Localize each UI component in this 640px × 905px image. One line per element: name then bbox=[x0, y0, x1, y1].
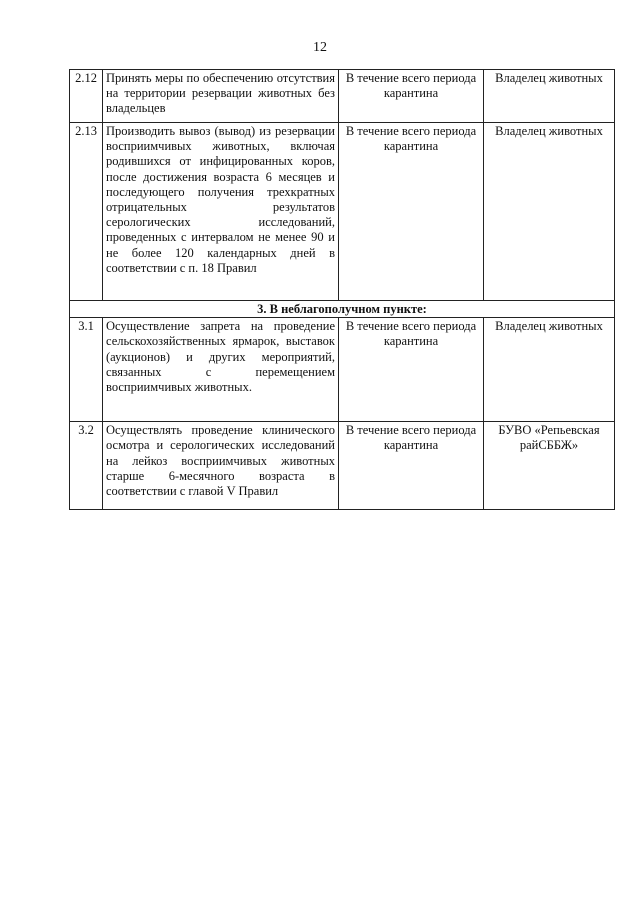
term-text: В течение всего периода карантина bbox=[339, 318, 484, 422]
measure-text: Производить вывоз (вывод) из резервации восприимчивых животных, включая родившихся от инфицированных коров, после достижения возраста 6 месяцев и последующего получения трехкратных отрицательных результатов серологических исследований, проведенных с интервалом не менее 90 и не более 120 календарных дней в соответствии с п. 18 Правил bbox=[103, 123, 339, 301]
table-row bbox=[70, 70, 615, 123]
responsible-text: Владелец животных bbox=[484, 123, 615, 301]
term-text: В течение всего периода карантина bbox=[339, 422, 484, 510]
measure-text: Принять меры по обеспечению отсутствия на территории резервации животных без владельцев bbox=[103, 70, 339, 123]
page-number: 12 bbox=[313, 40, 327, 55]
responsible-text: БУВО «Репьевская райСББЖ» bbox=[484, 422, 615, 510]
section-title: 3. В неблагополучном пункте: bbox=[70, 301, 615, 318]
term-text: В течение всего периода карантина bbox=[339, 123, 484, 301]
table-row bbox=[70, 318, 615, 422]
item-number: 2.13 bbox=[70, 123, 103, 301]
measure-text: Осуществление запрета на проведение сельскохозяйственных ярмарок, выставок (аукционов) и других мероприятий, связанных с перемещением восприимчивых животных. bbox=[103, 318, 339, 422]
term-text: В течение всего периода карантина bbox=[339, 70, 484, 123]
section-header-row bbox=[70, 301, 615, 318]
responsible-text: Владелец животных bbox=[484, 318, 615, 422]
item-number: 3.1 bbox=[70, 318, 103, 422]
measures-table bbox=[69, 69, 615, 510]
item-number: 3.2 bbox=[70, 422, 103, 510]
responsible-text: Владелец животных bbox=[484, 70, 615, 123]
table-row bbox=[70, 123, 615, 301]
measure-text: Осуществлять проведение клинического осмотра и серологических исследований на лейкоз восприимчивых животных старше 6-месячного возраста в соответствии с главой V Правил bbox=[103, 422, 339, 510]
table-row bbox=[70, 422, 615, 510]
item-number: 2.12 bbox=[70, 70, 103, 123]
